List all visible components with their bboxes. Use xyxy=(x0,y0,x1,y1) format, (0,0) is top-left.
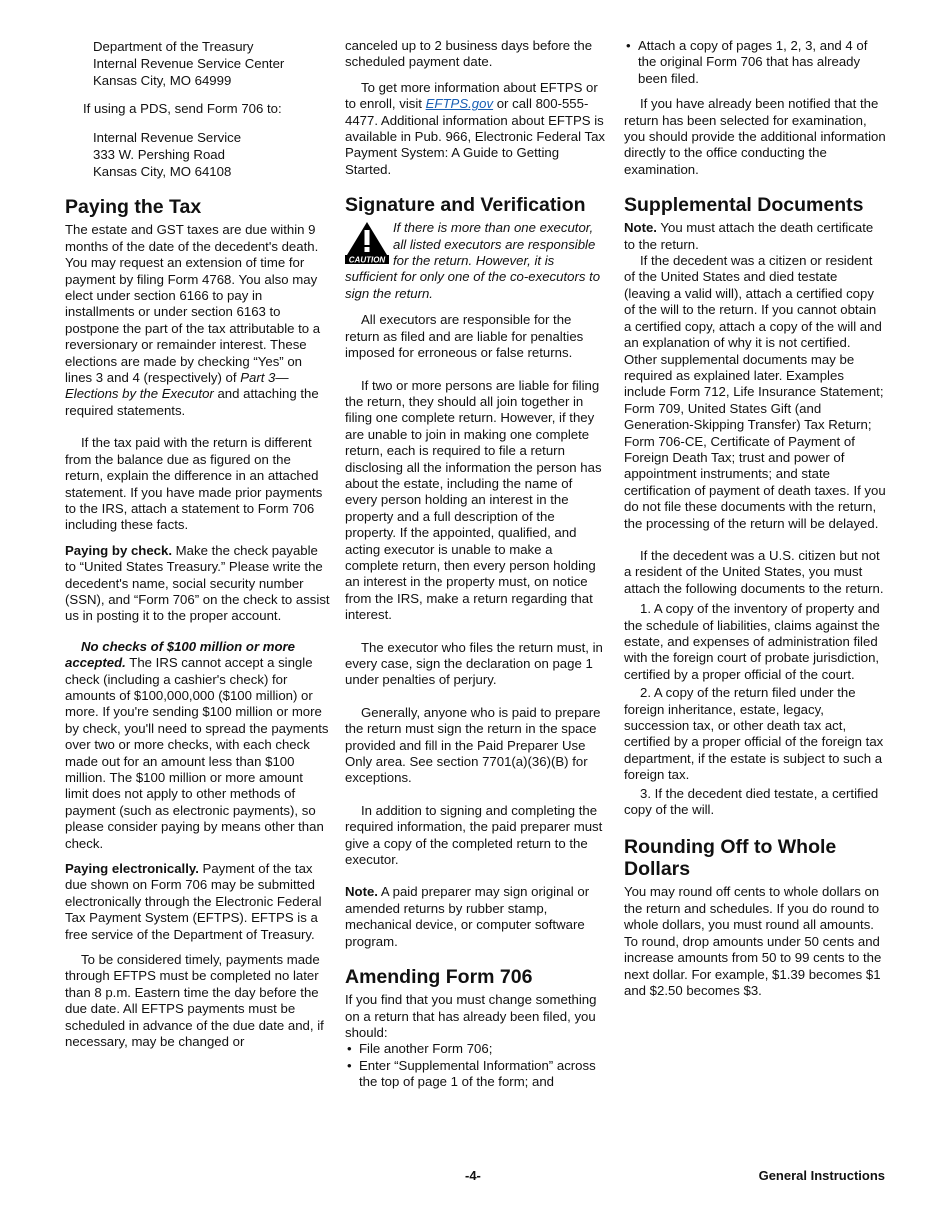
paying-tax-heading: Paying the Tax xyxy=(65,196,202,219)
amend-bullet: • Enter “Supplemental Information” across the top of page 1 of the form; and xyxy=(347,1057,596,1090)
paying-tax-paragraph xyxy=(65,222,330,419)
eftps-link[interactable]: EFTPS.gov xyxy=(425,96,494,112)
rounding-paragraph: You may round off cents to whole dollars on the return and schedules. If you do round to whole dollars, you must round all amounts. To round, drop amounts under 50 cents and increase amounts from 50 to 99 cents to the next dollar. For example, $1.39 becomes $1 and $2.50 becomes $3. xyxy=(624,884,882,998)
pds-instruction: If using a PDS, send Form 706 to: xyxy=(83,101,282,116)
text-run: Payment of the tax due shown on Form 706 may be submitted electronically through the Electronic Federal Tax Payment System (EFTPS). EFTPS is a free service of the Department of Treasury. xyxy=(65,861,322,942)
address-line: 333 W. Pershing Road xyxy=(93,147,225,163)
note-paragraph xyxy=(345,884,607,950)
text-run: The estate and GST taxes are due within 9 months of the date of the decedent's death. You may request an extension of time for payment by filing Form 4768. You also may elect under section 6166 to pay in installments or under section 6163 to postpone the part of the tax attributable to a reversionary or remainder interest. These elections are made by checking “Yes” on lines 3 and 4 (respectively) of xyxy=(65,222,321,386)
executors-paragraph: All executors are responsible for the return as filed and are liable for penalties imposed for erroneous or false returns. xyxy=(345,312,584,361)
address-line: Kansas City, MO 64999 xyxy=(93,73,232,88)
amending-heading: Amending Form 706 xyxy=(345,966,533,989)
supplemental-heading: Supplemental Documents xyxy=(624,194,864,217)
supp-numbered-item: 1. A copy of the inventory of property and the schedule of liabilities, claims against the estate, and expenses of administration filed with the foreign court of probate jurisdiction, certified by a proper official of the court. xyxy=(624,601,880,682)
preparer-copy-paragraph: In addition to signing and completing the required information, the paid preparer must give a copy of the completed return to the executor. xyxy=(345,802,603,868)
address-line: Department of the Treasury xyxy=(93,39,254,54)
text-run: Make the check payable to “United States Treasury.” Please write the decedent's name, social security number (SSN), and “Form 706” on the check to assist us in posting it to the proper account. xyxy=(65,542,330,624)
eftps-paragraph xyxy=(345,80,607,178)
tax-difference-paragraph: If the tax paid with the return is different from the balance due as figured on the return, explain the difference in an attached statement. If you have made prior payments to the IRS, attach a statement to Form 706 including these facts. xyxy=(65,435,323,533)
text-run: A paid preparer may sign original or amended returns by rubber stamp, mechanical device, or computer software program. xyxy=(345,884,590,949)
executor-sign-paragraph: The executor who files the return must, in every case, sign the declaration on page 1 under penalties of perjury. xyxy=(345,639,603,688)
continued-paragraph: canceled up to 2 business days before the scheduled payment date. xyxy=(345,38,593,70)
column-2 xyxy=(345,38,607,1091)
lead-in: Paying by check. xyxy=(65,542,173,558)
caution-icon xyxy=(345,220,389,264)
text-run: or call 800-555-4477. Additional information about EFTPS is available in Pub. 966, Electronic Federal Tax Payment System: A Guide to Getting Started. xyxy=(345,96,605,177)
supp-testate-paragraph: If the decedent was a citizen or resident of the United States and died testate (leaving a valid will), attach a certified copy of the will to the return. If you cannot obtain a certified copy, attach a copy of the will and an explanation of why it is not certified. Other supplemental documents may be required as explained later. Examples include Form 712, Life Insurance Statement; Form 709, United States Gift (and Generation-Skipping Transfer) Tax Return; Form 706-CE, Certificate of Payment of Foreign Death Tax; trust and power of appointment instruments; and state certification of payment of death taxes. If you do not file these documents with the return, the processing of the return will be delayed. xyxy=(624,253,886,531)
timely-paragraph: To be considered timely, payments made through EFTPS must be completed no later than 8 p.m. Eastern time the day before the due date. All EFTPS payments must be scheduled in advance of the due date and, if necessary, may be changed or xyxy=(65,952,324,1050)
examination-paragraph: If you have already been notified that the return has been selected for examination, you should provide the additional information directly to the office conducting the examination. xyxy=(624,96,886,177)
footer-section-title: General Instructions xyxy=(758,1168,885,1183)
amend-intro: If you find that you must change something on a return that has already been filed, you should: xyxy=(345,992,597,1040)
paid-preparer-paragraph: Generally, anyone who is paid to prepare the return must sign the return in the space provided and fill in the Paid Preparer Use Only area. See section 7701(a)(36)(B) for exceptions. xyxy=(345,704,601,786)
caution-text: If there is more than one executor, all listed executors are responsible for the return. However, it is sufficient for only one of the co-executors to sign the return. xyxy=(345,220,601,301)
signature-heading: Signature and Verification xyxy=(345,194,586,217)
treasury-address xyxy=(93,38,330,89)
bullet-text: File another Form 706; xyxy=(358,1041,493,1057)
irs-address xyxy=(93,129,330,180)
supp-numbered-item: 2. A copy of the return filed under the foreign inheritance, estate, legacy, succession tax, or other death tax act, certified by a proper official of the foreign tax department, if the estate is subject to such a foreign tax. xyxy=(624,685,884,783)
column-1 xyxy=(65,38,330,1060)
caution-label: CAUTION xyxy=(348,255,386,265)
supp-numbered-item: 3. If the decedent died testate, a certified copy of the will. xyxy=(624,785,879,818)
liable-persons-paragraph: If two or more persons are liable for filing the return, they should all join together in filing one complete return. However, if they are unable to join in making one complete return, each is required to file a return disclosing all the information the person has about the estate, including the name of every person holding an interest in the property and a full description of the property. If the appointed, qualified, and acting executor is unable to make a complete return, then every person holding an interest in the property must, on notice from the IRS, make a return regarding that interest. xyxy=(345,377,602,623)
text-run: The IRS cannot accept a single check (including a cashier's check) for amounts of $100,000,000 ($100 million) or more. If you're sending $100 million or more by check, you'll need to spread the payments over two or more checks, with each check made out for an amount less than $100 million. The $100 million or more amount limit does not apply to other methods of payment (such as electronic payments), so please consider paying by means other than check. xyxy=(65,655,329,851)
paying-by-check-paragraph xyxy=(65,543,330,625)
lead-in: Note. xyxy=(345,884,378,900)
supp-nonresident-paragraph: If the decedent was a U.S. citizen but not a resident of the United States, you must attach the following documents to the return. xyxy=(624,547,884,596)
text-run-italic: Part 3—Elections by the Executor xyxy=(65,370,289,402)
bullet-text: Attach a copy of pages 1, 2, 3, and 4 of the original Form 706 that has already been filed. xyxy=(637,38,868,86)
amend-bullet: • File another Form 706; xyxy=(347,1041,493,1057)
text-run: and attaching the required statements. xyxy=(65,386,319,418)
lead-in: Paying electronically. xyxy=(65,861,199,877)
bullet-text: Enter “Supplemental Information” across the top of page 1 of the form; and xyxy=(358,1057,596,1090)
paying-electronically-paragraph xyxy=(65,861,330,943)
caution-note xyxy=(345,220,607,302)
rounding-heading: Rounding Off to Whole Dollars xyxy=(624,836,837,881)
supp-note-paragraph xyxy=(624,220,886,253)
page-number: -4- xyxy=(465,1168,481,1183)
lead-in: Note. xyxy=(624,220,657,236)
lead-in: No checks of $100 million or more accepted. xyxy=(65,638,296,671)
column-3 xyxy=(624,38,886,1008)
text-run: You must attach the death certificate to the return. xyxy=(624,220,874,252)
no-checks-paragraph xyxy=(65,639,330,852)
address-line: Kansas City, MO 64108 xyxy=(93,164,232,180)
text-run: To get more information about EFTPS or to enroll, visit xyxy=(345,79,598,112)
address-line: Internal Revenue Service xyxy=(93,130,242,146)
address-line: Internal Revenue Service Center xyxy=(93,56,285,71)
amend-bullet: • Attach a copy of pages 1, 2, 3, and 4 of the original Form 706 that has already been filed. xyxy=(626,38,868,86)
